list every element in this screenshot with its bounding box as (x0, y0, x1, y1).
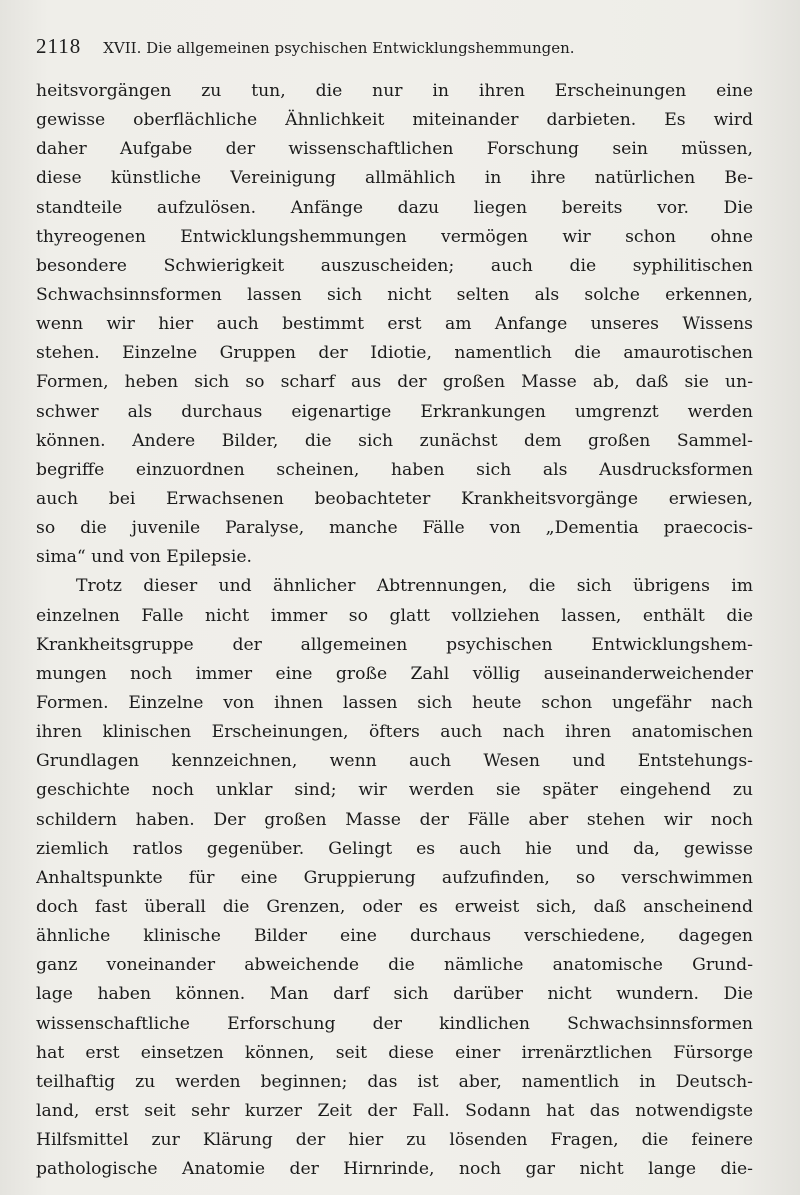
text-line: daher Aufgabe der wissenschaftlichen Forschung sein müssen, (36, 139, 753, 160)
running-title: XVII. Die allgemeinen psychischen Entwicklungshemmungen. (103, 39, 575, 57)
text-line: Formen. Einzelne von ihnen lassen sich heute schon ungefähr nach (36, 692, 753, 713)
text-line: besondere Schwierigkeit auszuscheiden; auch die syphilitischen (36, 255, 753, 276)
text-line: ziemlich ratlos gegenüber. Gelingt es auch hie und da, gewisse (36, 838, 753, 859)
text-line: doch fast überall die Grenzen, oder es erweist sich, daß anscheinend (36, 896, 753, 917)
text-line: schwer als durchaus eigenartige Erkrankungen umgrenzt werden (36, 401, 753, 422)
text-line: ganz voneinander abweichende die nämliche anatomische Grund- (36, 955, 753, 976)
text-line: thyreogenen Entwicklungshemmungen vermögen wir schon ohne (36, 226, 753, 247)
text-line: begriffe einzuordnen scheinen, haben sich als Ausdrucksformen (36, 459, 753, 480)
text-line: land, erst seit sehr kurzer Zeit der Fall. Sodann hat das notwendigste (36, 1100, 753, 1121)
text-line: stehen. Einzelne Gruppen der Idiotie, namentlich die amaurotischen (36, 343, 753, 364)
running-header (36, 34, 766, 59)
text-line: schildern haben. Der großen Masse der Fälle aber stehen wir noch (36, 809, 753, 830)
text-line: wenn wir hier auch bestimmt erst am Anfange unseres Wissens (36, 314, 753, 335)
text-line: ähnliche klinische Bilder eine durchaus verschiedene, dagegen (36, 926, 753, 947)
text-line: Formen, heben sich so scharf aus der großen Masse ab, daß sie un- (36, 372, 753, 393)
text-line: Hilfsmittel zur Klärung der hier zu lösenden Fragen, die feinere (36, 1130, 753, 1151)
text-line: Grundlagen kennzeichnen, wenn auch Wesen und Entstehungs- (36, 751, 753, 772)
text-line: diese künstliche Vereinigung allmählich in ihre natürlichen Be- (36, 168, 753, 189)
text-line: geschichte noch unklar sind; wir werden sie später eingehend zu (36, 780, 753, 801)
text-line: Anhaltspunkte für eine Gruppierung aufzufinden, so verschwimmen (36, 867, 753, 888)
paragraph-last-line: sima“ und von Epilepsie. (36, 547, 252, 568)
text-line: ihren klinischen Erscheinungen, öfters auch nach ihren anatomischen (36, 722, 753, 743)
text-line: einzelnen Falle nicht immer so glatt vollziehen lassen, enthält die (36, 605, 753, 626)
text-line: gewisse oberflächliche Ähnlichkeit miteinander darbieten. Es wird (36, 110, 753, 131)
text-line: so die juvenile Paralyse, manche Fälle von „Dementia praecocis- (36, 518, 753, 539)
paragraph-first-line: Trotz dieser und ähnlicher Abtrennungen, die sich übrigens im (76, 576, 753, 597)
text-line: lage haben können. Man darf sich darüber nicht wundern. Die (36, 984, 753, 1005)
text-line: Krankheitsgruppe der allgemeinen psychischen Entwicklungshem- (36, 634, 753, 655)
text-line: teilhaftig zu werden beginnen; das ist aber, namentlich in Deutsch- (36, 1071, 753, 1092)
text-line: heitsvorgängen zu tun, die nur in ihren Erscheinungen eine (36, 81, 753, 101)
text-line: können. Andere Bilder, die sich zunächst dem großen Sammel- (36, 430, 753, 451)
text-line: Schwachsinnsformen lassen sich nicht selten als solche erkennen, (36, 284, 753, 305)
text-line: auch bei Erwachsenen beobachteter Krankheitsvorgänge erwiesen, (36, 488, 753, 509)
page-number: 2118 (36, 34, 82, 58)
text-line: standteile aufzulösen. Anfänge dazu liegen bereits vor. Die (36, 197, 753, 218)
text-line: hat erst einsetzen können, seit diese einer irrenärztlichen Fürsorge (36, 1042, 753, 1063)
text-line: wissenschaftliche Erforschung der kindlichen Schwachsinnsformen (36, 1013, 753, 1034)
text-line: mungen noch immer eine große Zahl völlig auseinanderweichender (36, 663, 753, 684)
text-line: pathologische Anatomie der Hirnrinde, noch gar nicht lange die- (36, 1159, 753, 1180)
body-text (36, 77, 753, 1184)
